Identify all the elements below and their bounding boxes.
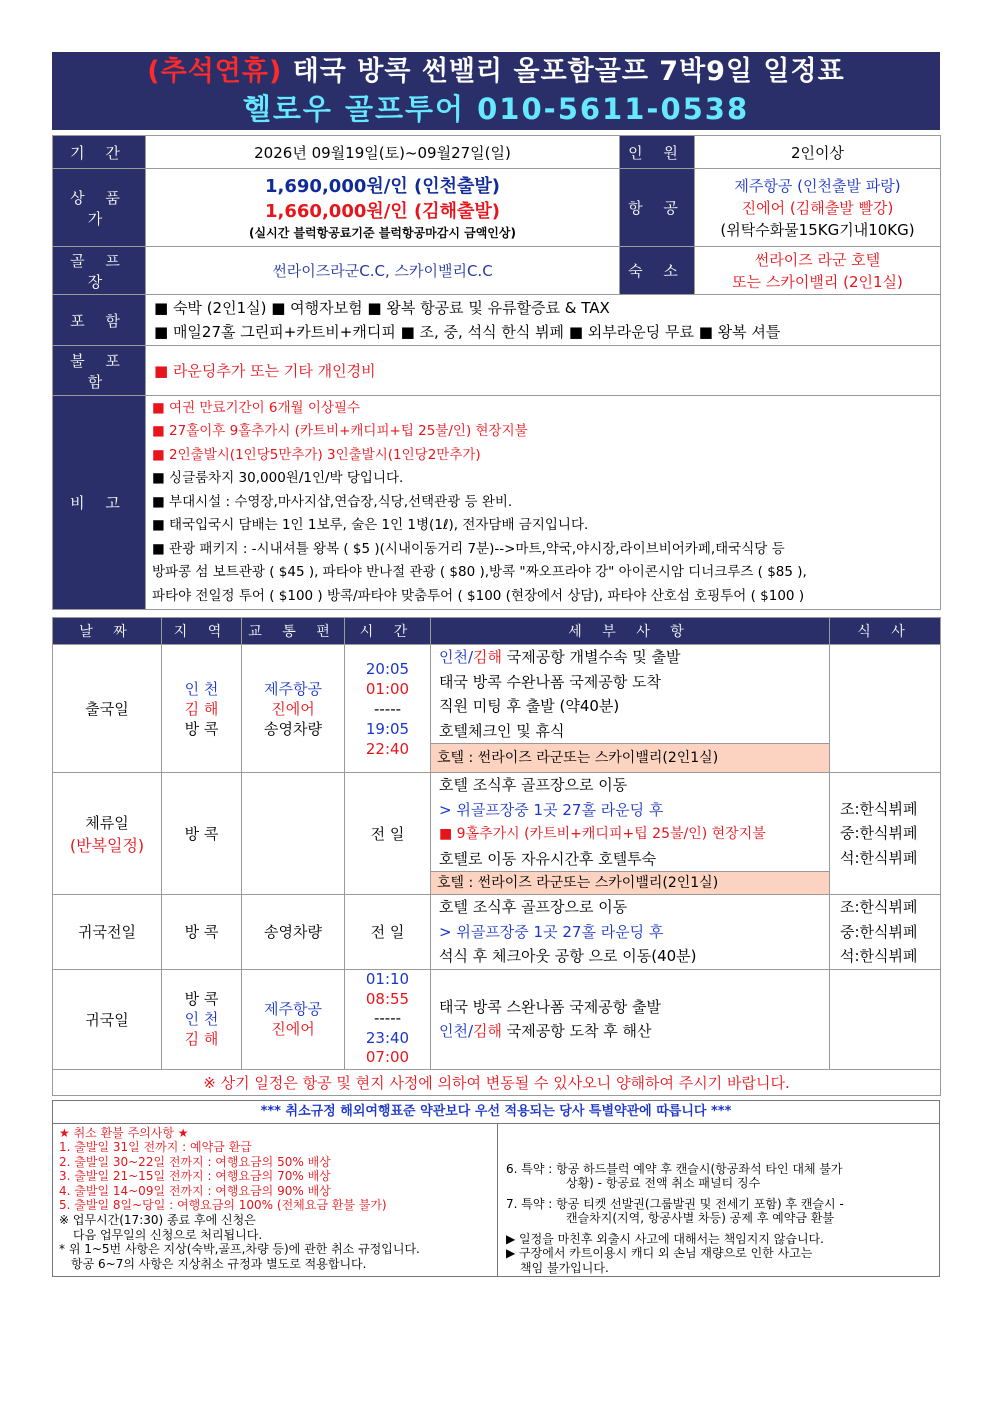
col-meals: 식 사 bbox=[830, 618, 941, 645]
col-time: 시 간 bbox=[345, 618, 431, 645]
period-label: 기 간 bbox=[53, 136, 146, 169]
airline-jeju: 제주항공 (인천출발 파랑) bbox=[734, 176, 901, 195]
cancellation-title: *** 취소규정 해외여행표준 약관보다 우선 적용되는 당사 특별약관에 따릅니다 *** bbox=[53, 1101, 939, 1124]
meal-dinner: 석:한식뷔페 bbox=[840, 947, 918, 965]
refund-line: 항공 6~7의 사항은 지상취소 규정과 별도로 적용합니다. bbox=[71, 1256, 367, 1271]
refund-line: 3. 출발일 21~15일 전까지 : 여행요금의 70% 배상 bbox=[59, 1169, 331, 1184]
region-cell: 방 콕 bbox=[162, 773, 242, 895]
meals-cell bbox=[830, 645, 941, 773]
detail-line: 태국 방콕 스완나폼 국제공항 출발 bbox=[439, 997, 661, 1016]
transport-cell bbox=[242, 969, 345, 1069]
meal-lunch: 중:한식뷔페 bbox=[840, 922, 918, 941]
note-line: ■ 27홀이후 9홀추가시 (카트비+캐디피+팁 25불/인) 현장지불 bbox=[152, 423, 528, 440]
stay-cell bbox=[695, 247, 941, 295]
time-value: 20:05 bbox=[365, 659, 410, 678]
golf-label: 골 프 장 bbox=[53, 247, 146, 295]
meals-cell bbox=[830, 969, 941, 1069]
region-bangkok: 방 콕 bbox=[184, 719, 219, 738]
price-label: 상 품 가 bbox=[53, 169, 146, 247]
detail-line: 인천/김해 국제공항 개별수속 및 출발 bbox=[439, 648, 681, 666]
time-value: 22:40 bbox=[365, 739, 410, 758]
detail-line: 석식 후 체크아웃 공항 으로 이동(40분) bbox=[439, 947, 697, 965]
special-terms bbox=[498, 1124, 939, 1276]
tour-info-table bbox=[52, 135, 941, 610]
details-cell bbox=[431, 773, 830, 895]
detail-line: 태국 방콕 수완나폼 국제공항 도착 bbox=[439, 672, 661, 691]
hotel-info: 호텔 : 썬라이즈 라군또는 스카이밸리(2인1실) bbox=[431, 743, 829, 772]
transport-shuttle: 송영차량 bbox=[264, 719, 322, 738]
time-value: 01:10 bbox=[365, 970, 410, 989]
table-row bbox=[53, 969, 941, 1069]
col-region: 지 역 bbox=[162, 618, 242, 645]
transport-jinair: 진에어 bbox=[271, 699, 315, 718]
baggage-allowance: (위탁수화물15KG기내10KG) bbox=[720, 220, 915, 239]
people-value: 2인이상 bbox=[695, 136, 941, 169]
region-cell bbox=[162, 969, 242, 1069]
time-divider: ----- bbox=[373, 699, 402, 718]
time-value: 01:00 bbox=[365, 679, 410, 698]
details-cell bbox=[431, 645, 830, 773]
details-cell bbox=[431, 895, 830, 970]
refund-line: 4. 출발일 14~09일 전까지 : 여행요금의 90% 배상 bbox=[59, 1183, 331, 1198]
time-cell: 전 일 bbox=[345, 895, 431, 970]
included-line-1: ■ 숙박 (2인1실) ■ 여행자보험 ■ 왕복 항공료 및 유류할증료 & TAX bbox=[154, 299, 610, 317]
stay-hotel-2: 또는 스카이밸리 (2인1실) bbox=[732, 272, 903, 291]
people-label: 인 원 bbox=[620, 136, 695, 169]
detail-line: 호텔체크인 및 휴식 bbox=[439, 721, 565, 740]
stay-label: 숙 소 bbox=[620, 247, 695, 295]
detail-line: 직원 미팅 후 출발 (약40분) bbox=[439, 697, 620, 715]
detail-line: > 위골프장중 1곳 27홀 라운딩 후 bbox=[439, 800, 664, 819]
table-row bbox=[53, 773, 941, 895]
notes-cell bbox=[146, 396, 941, 610]
refund-line: ※ 업무시간(17:30) 종료 후에 신청은 bbox=[59, 1213, 256, 1228]
refund-rules bbox=[53, 1124, 498, 1276]
airline-jinair: 진에어 (김해출발 빨강) bbox=[741, 198, 894, 217]
region-incheon: 인 천 bbox=[184, 1010, 219, 1028]
airline-cell bbox=[695, 169, 941, 247]
time-value: 08:55 bbox=[365, 989, 410, 1008]
day-cell bbox=[53, 773, 162, 895]
region-cell: 방 콕 bbox=[162, 895, 242, 970]
title-prefix: (추석연휴) bbox=[147, 56, 283, 87]
title-main: 태국 방콕 썬밸리 올포함골프 7박9일 일정표 bbox=[282, 56, 845, 87]
day-label: 귀국일 bbox=[53, 969, 162, 1069]
region-bangkok: 방 콕 bbox=[184, 990, 219, 1008]
day-label: 출국일 bbox=[53, 645, 162, 773]
region-cell bbox=[162, 645, 242, 773]
term-line: 상황) - 항공료 전액 취소 패널티 징수 bbox=[566, 1176, 761, 1191]
region-gimhae: 김 해 bbox=[184, 699, 219, 718]
note-line: 파타야 전일정 투어 ( $100 ) 방콕/파타야 맞춤투어 ( $100 (현장에서 상담), 파타야 산호섬 호핑투어 ( $100 ) bbox=[152, 587, 805, 604]
term-line: ▶ 구장에서 카트이용시 캐디 외 손님 재량으로 인한 사고는 bbox=[506, 1246, 813, 1261]
time-value: 19:05 bbox=[365, 719, 410, 738]
term-line: 7. 특약 : 항공 티켓 선발권(그룹발권 및 전세기 포함) 후 캔슬시 - bbox=[506, 1196, 844, 1211]
time-value: 07:00 bbox=[365, 1048, 410, 1067]
transport-jeju: 제주항공 bbox=[264, 1000, 322, 1018]
col-date: 날 짜 bbox=[53, 618, 162, 645]
meal-breakfast: 조:한식뷔페 bbox=[840, 898, 918, 916]
refund-line: ★ 취소 환불 주의사항 ★ bbox=[59, 1125, 189, 1140]
day-label: 귀국전일 bbox=[53, 895, 162, 970]
included-line-2: ■ 매일27홀 그린피+카트비+캐디피 ■ 조, 중, 석식 한식 뷔페 ■ 외부라운딩 무료 ■ 왕복 셔틀 bbox=[154, 323, 781, 341]
note-line: ■ 싱글룸차지 30,000원/1인/박 당입니다. bbox=[152, 470, 404, 487]
price-note: (실시간 블럭항공료기준 블럭항공마감시 금액인상) bbox=[249, 225, 516, 240]
period-value: 2026년 09월19일(토)~09월27일(일) bbox=[146, 136, 620, 169]
time-cell: 전 일 bbox=[345, 773, 431, 895]
meals-cell bbox=[830, 895, 941, 970]
airline-label: 항 공 bbox=[620, 169, 695, 247]
meal-dinner: 석:한식뷔페 bbox=[840, 848, 918, 867]
detail-line: > 위골프장중 1곳 27홀 라운딩 후 bbox=[439, 922, 664, 941]
col-details: 세 부 사 항 bbox=[431, 618, 830, 645]
term-line: ▶ 일정을 마친후 외출시 사고에 대해서는 책임지지 않습니다. bbox=[506, 1231, 824, 1246]
schedule-footnote: ※ 상기 일정은 항공 및 현지 사정에 의하여 변동될 수 있사오니 양해하여 주시기 바랍니다. bbox=[53, 1069, 941, 1095]
header-banner bbox=[52, 52, 940, 130]
golf-course-value: 썬라이즈라군C.C, 스카이밸리C.C bbox=[146, 247, 620, 295]
included-cell bbox=[146, 295, 941, 346]
refund-line: 다음 업무일의 신청으로 처리됩니다. bbox=[73, 1227, 263, 1242]
transport-jinair: 진에어 bbox=[271, 1020, 315, 1038]
meal-breakfast: 조:한식뷔페 bbox=[840, 799, 918, 818]
time-value: 23:40 bbox=[365, 1028, 410, 1047]
term-line: 캔슬차지(지역, 항공사별 차등) 공제 후 예약금 환불 bbox=[566, 1211, 834, 1226]
meal-lunch: 중:한식뷔페 bbox=[840, 824, 918, 843]
price-incheon: 1,690,000원/인 (인천출발) bbox=[265, 175, 500, 197]
time-cell bbox=[345, 969, 431, 1069]
schedule-table bbox=[52, 617, 941, 1096]
hotel-info: 호텔 : 썬라이즈 라군또는 스카이밸리(2인1실) bbox=[431, 871, 829, 894]
price-gimhae: 1,660,000원/인 (김해출발) bbox=[265, 200, 500, 222]
note-line: ■ 관광 패키지 : -시내셔틀 왕복 ( $5 )(시내이동거리 7분)-->마트,약국,야시장,라이브비어카페,태국식당 등 bbox=[152, 540, 785, 557]
region-incheon: 인 천 bbox=[184, 679, 219, 698]
transport-cell: 송영차량 bbox=[242, 895, 345, 970]
transport-cell bbox=[242, 645, 345, 773]
agency-contact: 헬로우 골프투어 010-5611-0538 bbox=[242, 92, 750, 126]
term-line: 책임 불가입니다. bbox=[520, 1261, 609, 1276]
notes-label: 비 고 bbox=[53, 396, 146, 610]
region-gimhae: 김 해 bbox=[184, 1030, 219, 1048]
cancellation-policy bbox=[52, 1100, 940, 1277]
refund-line: * 위 1~5번 사항은 지상(숙박,골프,차량 등)에 관한 취소 규정입니다. bbox=[59, 1242, 420, 1257]
itinerary-sheet bbox=[52, 52, 940, 1277]
col-transport: 교 통 편 bbox=[242, 618, 345, 645]
price-cell bbox=[146, 169, 620, 247]
detail-line: ■ 9홀추가시 (카트비+캐디피+팁 25불/인) 현장지불 bbox=[439, 826, 766, 842]
time-divider: ----- bbox=[373, 1009, 402, 1028]
table-row bbox=[53, 895, 941, 970]
detail-line: 인천/김해 국제공항 도착 후 해산 bbox=[439, 1022, 652, 1040]
excluded-label: 불 포 함 bbox=[53, 346, 146, 396]
transport-jeju: 제주항공 bbox=[264, 679, 322, 698]
note-line: 방파콩 섬 보트관광 ( $45 ), 파타야 반나절 관광 ( $80 ),방콕 "짜오프라야 강" 아이콘시암 디너크루즈 ( $85 ), bbox=[152, 564, 807, 581]
note-line: ■ 여권 만료기간이 6개월 이상필수 bbox=[152, 399, 361, 416]
day-label: 체류일 bbox=[85, 813, 129, 832]
time-cell bbox=[345, 645, 431, 773]
page-title bbox=[52, 54, 940, 90]
term-line: 6. 특약 : 항공 하드블럭 예약 후 캔슬시(항공좌석 타인 대체 불가 bbox=[506, 1161, 843, 1176]
note-line: ■ 부대시설 : 수영장,마사지샵,연습장,식당,선택관광 등 완비. bbox=[152, 493, 513, 510]
stay-hotel-1: 썬라이즈 라군 호텔 bbox=[754, 250, 881, 269]
excluded-value: ■ 라운딩추가 또는 기타 개인경비 bbox=[146, 346, 941, 396]
refund-line: 1. 출발일 31일 전까지 : 예약금 환급 bbox=[59, 1140, 252, 1155]
transport-cell bbox=[242, 773, 345, 895]
detail-line: 호텔 조식후 골프장으로 이동 bbox=[439, 898, 628, 916]
detail-line: 호텔로 이동 자유시간후 호텔투숙 bbox=[439, 849, 657, 868]
table-row bbox=[53, 645, 941, 773]
refund-line: 2. 출발일 30~22일 전까지 : 여행요금의 50% 배상 bbox=[59, 1154, 331, 1169]
note-line: ■ 태국입국시 담배는 1인 1보루, 술은 1인 1병(1ℓ), 전자담배 금지입니다. bbox=[152, 517, 589, 534]
included-label: 포 함 bbox=[53, 295, 146, 346]
note-line: ■ 2인출발시(1인당5만추가) 3인출발시(1인당2만추가) bbox=[152, 446, 481, 463]
detail-line: 호텔 조식후 골프장으로 이동 bbox=[439, 776, 628, 794]
details-cell bbox=[431, 969, 830, 1069]
refund-line: 5. 출발일 8일~당일 : 여행요금의 100% (전체요금 환불 불가) bbox=[59, 1198, 387, 1213]
day-sub-label: (반복일정) bbox=[69, 835, 145, 855]
meals-cell bbox=[830, 773, 941, 895]
